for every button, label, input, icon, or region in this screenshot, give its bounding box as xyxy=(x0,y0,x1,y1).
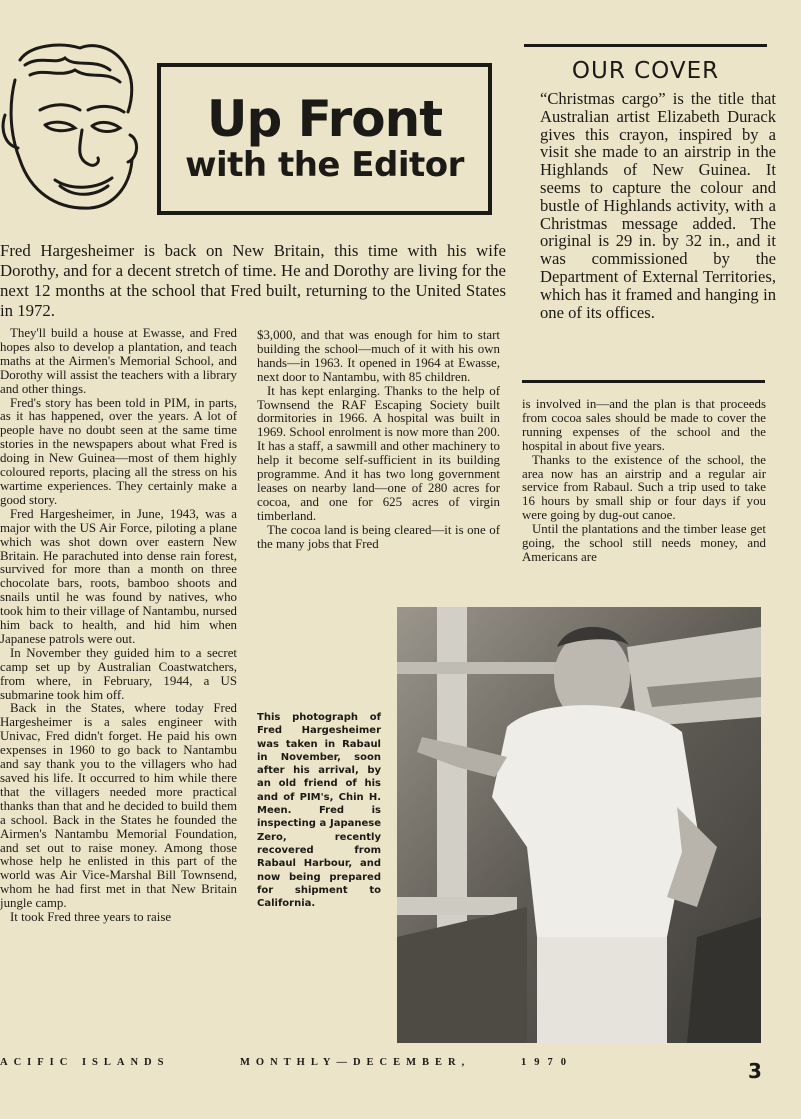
photo-caption: This photograph of Fred Hargesheimer was taken in Rabaul in November, soon after his arrival, by an old friend of his and of PIM's, Chin H. Meen. Fred is inspecting a Japanese Zero, recently recovered from Rabaul Harbour, and now being prepared for shipment to California. xyxy=(257,712,381,910)
footer-issue: MONTHLY—DECEMBER, xyxy=(240,1057,471,1068)
paragraph: They'll build a house at Ewasse, and Fred hopes also to develop a plantation, and teach maths at the Airmen's Memorial School, and Dorothy will assist the teachers with a library and other things. xyxy=(0,326,237,396)
paragraph: In November they guided him to a secret camp set up by Australian Coastwatchers, from where, in February, 1944, a US submarine took him off. xyxy=(0,645,237,702)
footer-year: 1970 xyxy=(521,1057,574,1068)
paragraph: Until the plantations and the timber lease get going, the school still needs money, and Americans are xyxy=(522,522,766,564)
article-column-3 xyxy=(522,398,766,565)
cover-text: “Christmas cargo” is the title that Australian artist Elizabeth Durack gives this crayon, inspired by a visit she made to an airstrip in the Highlands of New Guinea. It seems to capture the colour and bustle of Highlands activity, with a Christmas message added. The original is 29 in. by 32 in., and it was commissioned by the Department of External Territories, which has it framed and hanging in one of its offices. xyxy=(540,89,776,322)
cover-bottom-rule xyxy=(522,380,765,383)
article-column-1 xyxy=(0,327,237,925)
paragraph: is involved in—and the plan is that proceeds from cocoa sales should be made to cover the running expenses of the school and the hospital in about five years. xyxy=(522,397,766,453)
paragraph: $3,000, and that was enough for him to start building the school—much of it with his own hands—in 1963. It opened in 1964 at Ewasse, next door to Nantambu, with 85 children. xyxy=(257,328,500,384)
column-title-box xyxy=(157,63,492,215)
column-title-line1: Up Front xyxy=(206,90,443,148)
cover-top-rule xyxy=(524,44,767,47)
paragraph: The cocoa land is being cleared—it is one of the many jobs that Fred xyxy=(257,522,500,551)
article-column-2 xyxy=(257,329,500,552)
paragraph: Fred Hargesheimer, in June, 1943, was a major with the US Air Force, piloting a plane which was shot down over eastern New Britain. He parachuted into dense rain forest, survived for more than a month on three chocolate bars, roots, bamboo shoots and snails until he was found by natives, who took him to their village of Nantambu, nursed him back to health, and hid him when Japanese patrols were out. xyxy=(0,506,237,646)
paragraph: Fred's story has been told in PIM, in parts, as it has happened, over the years. A lot of people have no doubt seen at the same time stories in the newspapers about what Fred is doing in New Guinea—most of them highly coloured reports, placing all the stress on his wartime experiences. They certainly make a good story. xyxy=(0,395,237,507)
column-title-line2: with the Editor xyxy=(185,145,464,185)
photograph xyxy=(397,607,761,1043)
paragraph: It has kept enlarging. Thanks to the help of Townsend the RAF Escaping Society built dormitories in 1966. A hospital was built in 1969. School enrolment is now more than 200. It has a staff, a sawmill and other machinery to help it become self-sufficient in its building programme. And it has two long government leases on nearby land—one of 280 acres for cocoa, and one for 625 acres of virgin timberland. xyxy=(257,383,500,523)
paragraph: Back in the States, where today Fred Hargesheimer is a sales engineer with Univac, Fred didn't forget. He paid his own expenses in 1960 to go back to Nantambu and say thank you to the villagers who had saved his life. It occurred to him while there that the villagers needed more practical thanks than that and he decided to build them a school. Back in the States he founded the Airmen's Nantambu Memorial Foundation, and set out to raise money. Among those whose help he enlisted in this part of the world was Air Vice-Marshal Bill Townsend, whom he had first met in that New Britain jungle camp. xyxy=(0,701,237,911)
paragraph: It took Fred three years to raise xyxy=(10,910,172,925)
editor-caricature xyxy=(0,40,140,215)
page-number: 3 xyxy=(748,1059,762,1083)
cover-heading: OUR COVER xyxy=(571,58,720,84)
paragraph: Thanks to the existence of the school, the area now has an airstrip and a regular air service from Rabaul. Such a trip used to take 16 hours by small ship or four days if you were going by dug-out canoe. xyxy=(522,452,766,523)
lede-paragraph: Fred Hargesheimer is back on New Britain, this time with his wife Dorothy, and for a decent stretch of time. He and Dorothy are living for the next 12 months at the school that Fred built, returning to the United States in 1972. xyxy=(0,241,506,320)
footer-publication: ACIFIC ISLANDS xyxy=(0,1057,170,1068)
